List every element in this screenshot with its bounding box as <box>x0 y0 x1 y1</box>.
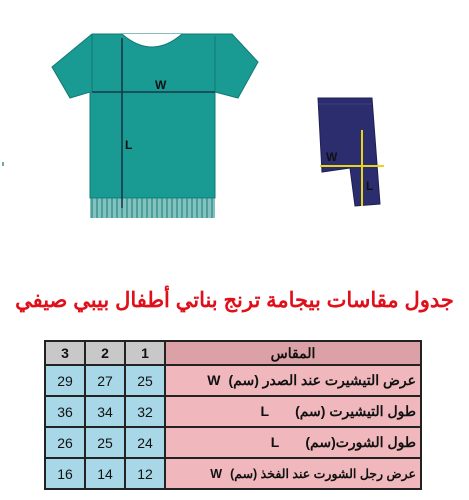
header-measure: المقاس <box>165 341 421 365</box>
cell-size-1: 32 <box>125 396 165 427</box>
measure-label: عرض التيشيرت عند الصدر (سم) <box>228 372 416 388</box>
size-chart-table <box>44 340 422 490</box>
shorts-width-label: W <box>326 150 338 164</box>
measure-symbol: L <box>270 434 280 450</box>
table-row <box>45 396 421 427</box>
measure-label: طول الشورت(سم) <box>305 434 416 450</box>
cell-size-2: 25 <box>85 427 125 458</box>
header-size-2: 2 <box>85 341 125 365</box>
header-size-3: 3 <box>45 341 85 365</box>
header-size-1: 1 <box>125 341 165 365</box>
tshirt-width-label: W <box>155 78 167 92</box>
page-title: جدول مقاسات بيجامة ترنج بناتي أطفال بيبي صيفي <box>15 289 454 312</box>
cell-size-2: 34 <box>85 396 125 427</box>
cell-size-1: 25 <box>125 365 165 396</box>
cell-size-1: 12 <box>125 458 165 489</box>
measure-label: عرض رجل الشورت عند الفخذ (سم) <box>230 467 416 481</box>
cell-size-1: 24 <box>125 427 165 458</box>
tshirt-length-label: L <box>125 138 133 152</box>
cell-measure <box>165 365 421 396</box>
measure-symbol: L <box>260 403 270 419</box>
shorts-illustration <box>318 98 384 206</box>
table-header-row <box>45 341 421 365</box>
measure-label: طول التيشيرت (سم) <box>295 403 416 419</box>
tshirt-illustration <box>52 34 258 218</box>
shorts-length-label: L <box>366 179 374 193</box>
measure-symbol: W <box>210 467 223 481</box>
cell-measure <box>165 427 421 458</box>
table-row <box>45 427 421 458</box>
measure-symbol: W <box>207 372 221 388</box>
cell-size-2: 27 <box>85 365 125 396</box>
cell-measure <box>165 458 421 489</box>
cell-size-3: 26 <box>45 427 85 458</box>
cell-size-3: 16 <box>45 458 85 489</box>
table-row <box>45 458 421 489</box>
stray-dot <box>2 162 4 166</box>
cell-size-3: 36 <box>45 396 85 427</box>
cell-measure <box>165 396 421 427</box>
cell-size-3: 29 <box>45 365 85 396</box>
table-row <box>45 365 421 396</box>
cell-size-2: 14 <box>85 458 125 489</box>
